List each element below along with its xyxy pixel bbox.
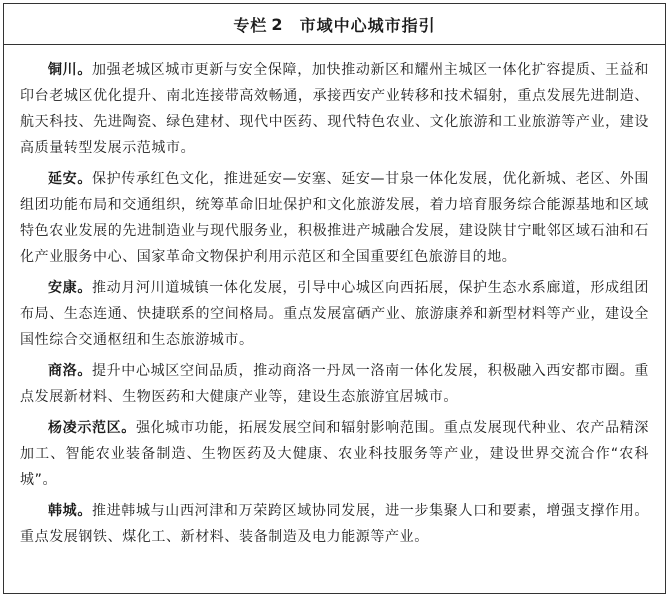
column-label: 专栏 xyxy=(233,15,268,35)
paragraph-tongchuan xyxy=(20,57,649,161)
city-text: 保护传承红色文化，推进延安—安塞、延安—甘泉一体化发展，优化新城、老区、外围组团功能布局和交通组织，统筹革命旧址保护和文化旅游发展，着力培育服务综合能源基地和区域特色农业发展的先进制造业与现代服务业，积极推进产城融合发展，建设陕甘宁毗邻区域石油和石化产业服务中心、国家革命文物保护利用示范区和全国重要红色旅游目的地。 xyxy=(20,171,649,265)
column-content xyxy=(4,45,665,550)
paragraph-shangluo xyxy=(20,358,649,410)
paragraph-ankang xyxy=(20,275,649,353)
city-name: 商洛。 xyxy=(48,363,92,379)
city-text: 推进韩城与山西河津和万荣跨区域协同发展，进一步集聚人口和要素，增强支撑作用。重点发展钢铁、煤化工、新材料、装备制造及电力能源等产业。 xyxy=(20,503,649,545)
column-header xyxy=(4,4,665,45)
city-text: 推动月河川道城镇一体化发展，引导中心城区向西拓展，保护生态水系廊道，形成组团布局、生态连通、快捷联系的空间格局。重点发展富硒产业、旅游康养和新型材料等产业，建设全国性综合交通枢纽和生态旅游城市。 xyxy=(20,280,649,348)
city-name: 延安。 xyxy=(48,171,92,187)
paragraph-yanan xyxy=(20,166,649,270)
column-title: 市域中心城市指引 xyxy=(299,15,436,35)
city-text: 提升中心城区空间品质，推动商洛一丹凤一洛南一体化发展，积极融入西安都市圈。重点发展新材料、生物医药和大健康产业等，建设生态旅游宜居城市。 xyxy=(20,363,649,405)
column-box xyxy=(3,3,666,594)
city-text: 加强老城区城市更新与安全保障，加快推动新区和耀州主城区一体化扩容提质、王益和印台老城区优化提升、南北连接带高效畅通，承接西安产业转移和技术辐射，重点发展先进制造、航天科技、先进陶瓷、绿色建材、现代中医药、现代特色农业、文化旅游和工业旅游等产业，建设高质量转型发展示范城市。 xyxy=(20,62,649,156)
city-name: 韩城。 xyxy=(48,503,92,519)
paragraph-yangling xyxy=(20,415,649,493)
city-name: 安康。 xyxy=(48,280,92,296)
paragraph-hancheng xyxy=(20,498,649,550)
city-text: 强化城市功能，拓展发展空间和辐射影响范围。重点发展现代种业、农产品精深加工、智能农业装备制造、生物医药及大健康、农业科技服务等产业，建设世界交流合作“农科城”。 xyxy=(20,420,649,488)
city-name: 铜川。 xyxy=(48,62,92,78)
city-name: 杨凌示范区。 xyxy=(48,420,136,436)
column-number: 2 xyxy=(271,14,284,34)
